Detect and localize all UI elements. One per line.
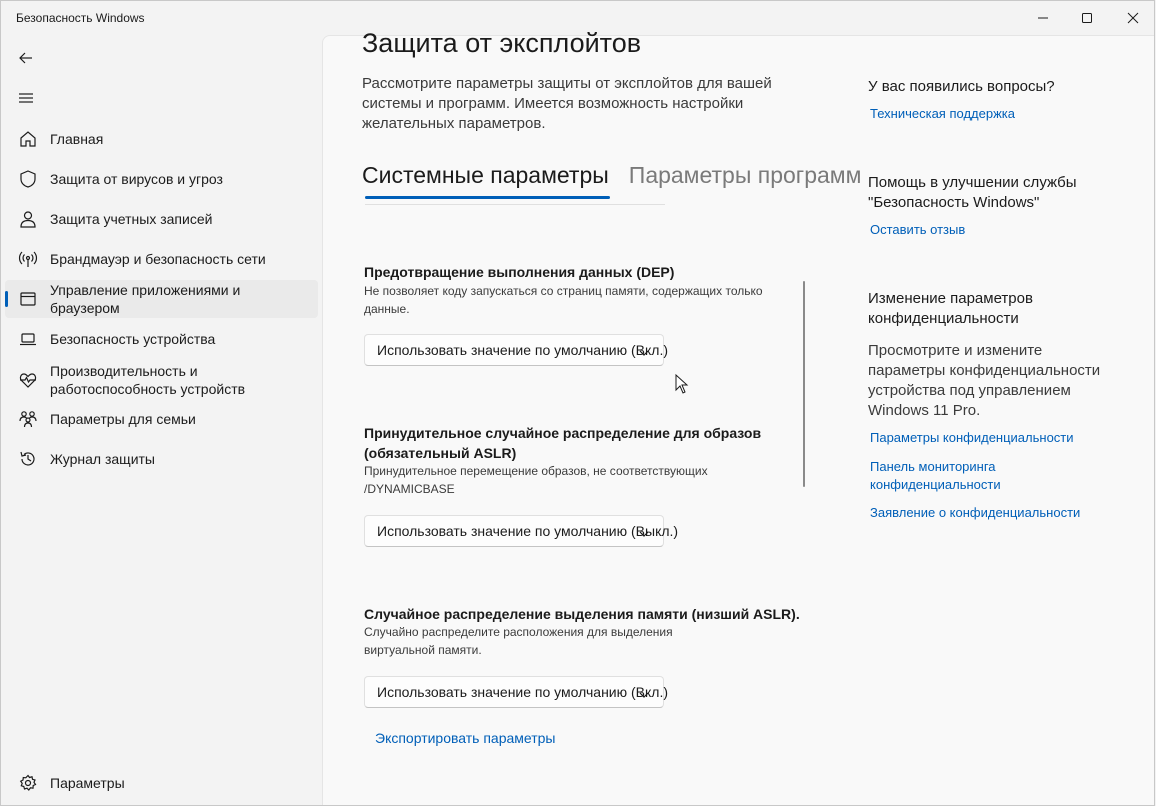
sidebar-item-label: Защита от вирусов и угроз [50, 171, 223, 187]
chevron-down-icon [639, 526, 649, 542]
sidebar-item-family-options[interactable] [5, 401, 318, 437]
gear-icon [19, 774, 37, 792]
feedback-heading: Помощь в улучшении службы "Безопасность Windows" [868, 174, 1077, 211]
privacy-dashboard-link[interactable]: Панель мониторинга конфиденциальности [870, 459, 1001, 492]
back-button[interactable] [9, 41, 43, 75]
app-window-icon [19, 290, 37, 308]
tech-support-link[interactable]: Техническая поддержка [870, 106, 1015, 121]
setting-title-dep: Предотвращение выполнения данных (DEP) [364, 264, 675, 280]
sidebar-item-label: Параметры [50, 775, 125, 791]
menu-button[interactable] [9, 81, 43, 115]
sidebar-item-label: Параметры для семьи [50, 411, 196, 427]
sidebar [1, 35, 321, 805]
home-icon [19, 130, 37, 148]
mouse-pointer-icon [675, 374, 689, 399]
sidebar-item-protection-history[interactable] [5, 441, 318, 477]
dropdown-value: Использовать значение по умолчанию (Вкл.) [377, 684, 669, 700]
privacy-text: Просмотрите и измените параметры конфиденциальности устройства под управлением Windows 11 Pro. [868, 342, 1101, 419]
sidebar-item-device-security[interactable] [5, 321, 318, 357]
privacy-settings-link[interactable]: Параметры конфиденциальности [870, 430, 1074, 445]
hamburger-icon [18, 90, 34, 106]
window-title: Безопасность Windows [16, 11, 145, 25]
maximize-button[interactable] [1064, 1, 1110, 35]
tab-divider [365, 204, 665, 205]
dropdown-value: Использовать значение по умолчанию (Вкл.) [377, 342, 669, 358]
active-indicator [5, 291, 8, 307]
mandatory-aslr-dropdown[interactable] [364, 515, 679, 547]
sidebar-item-virus-protection[interactable] [5, 161, 318, 197]
minimize-icon [1037, 12, 1049, 24]
sidebar-item-firewall[interactable] [5, 241, 318, 277]
minimize-button[interactable] [1020, 1, 1066, 35]
dropdown-value: Использовать значение по умолчанию (Выкл.) [377, 523, 679, 539]
shield-icon [19, 170, 37, 188]
setting-title-bottom-up-aslr: Случайное распределение выделения памяти (низший ASLR). [364, 606, 800, 622]
tab-system-settings[interactable]: Системные параметры [362, 162, 609, 188]
tab-program-settings[interactable]: Параметры программ [628, 162, 862, 188]
page-description: Рассмотрите параметры защиты от эксплойтов для вашей системы и программ. Имеется возможность настройки желательных параметров. [362, 75, 772, 132]
history-icon [19, 450, 37, 468]
dep-dropdown[interactable] [364, 334, 669, 366]
chevron-down-icon [639, 345, 649, 361]
sidebar-item-label: Защита учетных записей [50, 211, 213, 227]
questions-heading: У вас появились вопросы? [868, 78, 1055, 95]
page-title: Защита от эксплойтов [362, 28, 642, 58]
setting-title-mandatory-aslr: Принудительное случайное распределение для образов (обязательный ASLR) [364, 425, 762, 461]
sidebar-item-label: Управление приложениями и браузером [50, 282, 241, 316]
sidebar-item-label: Брандмауэр и безопасность сети [50, 251, 266, 267]
chevron-down-icon [639, 687, 649, 703]
setting-desc-mandatory-aslr: Принудительное перемещение образов, не соответствующих /DYNAMICBASE [364, 464, 708, 496]
family-icon [19, 410, 37, 428]
maximize-icon [1081, 12, 1093, 24]
privacy-statement-link[interactable]: Заявление о конфиденциальности [870, 505, 1081, 520]
sidebar-item-label: Производительность и работоспособность устройств [50, 363, 246, 397]
main-content [322, 28, 1154, 805]
sidebar-item-app-browser-control[interactable] [5, 280, 318, 318]
leave-feedback-link[interactable]: Оставить отзыв [870, 222, 966, 237]
heart-pulse-icon [19, 371, 37, 389]
person-icon [19, 210, 37, 228]
sidebar-item-label: Главная [50, 131, 104, 147]
sidebar-item-settings[interactable] [5, 765, 318, 801]
antenna-icon [19, 250, 37, 268]
export-settings-link[interactable]: Экспортировать параметры [375, 730, 556, 746]
sidebar-item-label: Журнал защиты [50, 451, 155, 467]
close-button[interactable] [1110, 1, 1156, 35]
bottom-up-aslr-dropdown[interactable] [364, 676, 669, 708]
scrollbar[interactable] [803, 281, 805, 487]
sidebar-item-device-performance[interactable] [5, 361, 318, 399]
setting-desc-bottom-up-aslr: Случайно распределите расположения для выделения виртуальной памяти. [364, 625, 673, 657]
privacy-heading: Изменение параметров конфиденциальности [868, 290, 1033, 327]
close-icon [1127, 12, 1139, 24]
laptop-icon [19, 330, 37, 348]
active-tab-indicator [365, 196, 610, 199]
sidebar-item-home[interactable] [5, 121, 318, 157]
setting-desc-dep: Не позволяет коду запускаться со страниц памяти, содержащих только данные. [364, 284, 763, 316]
sidebar-item-label: Безопасность устройства [50, 331, 216, 347]
sidebar-item-account-protection[interactable] [5, 201, 318, 237]
back-arrow-icon [18, 50, 34, 66]
